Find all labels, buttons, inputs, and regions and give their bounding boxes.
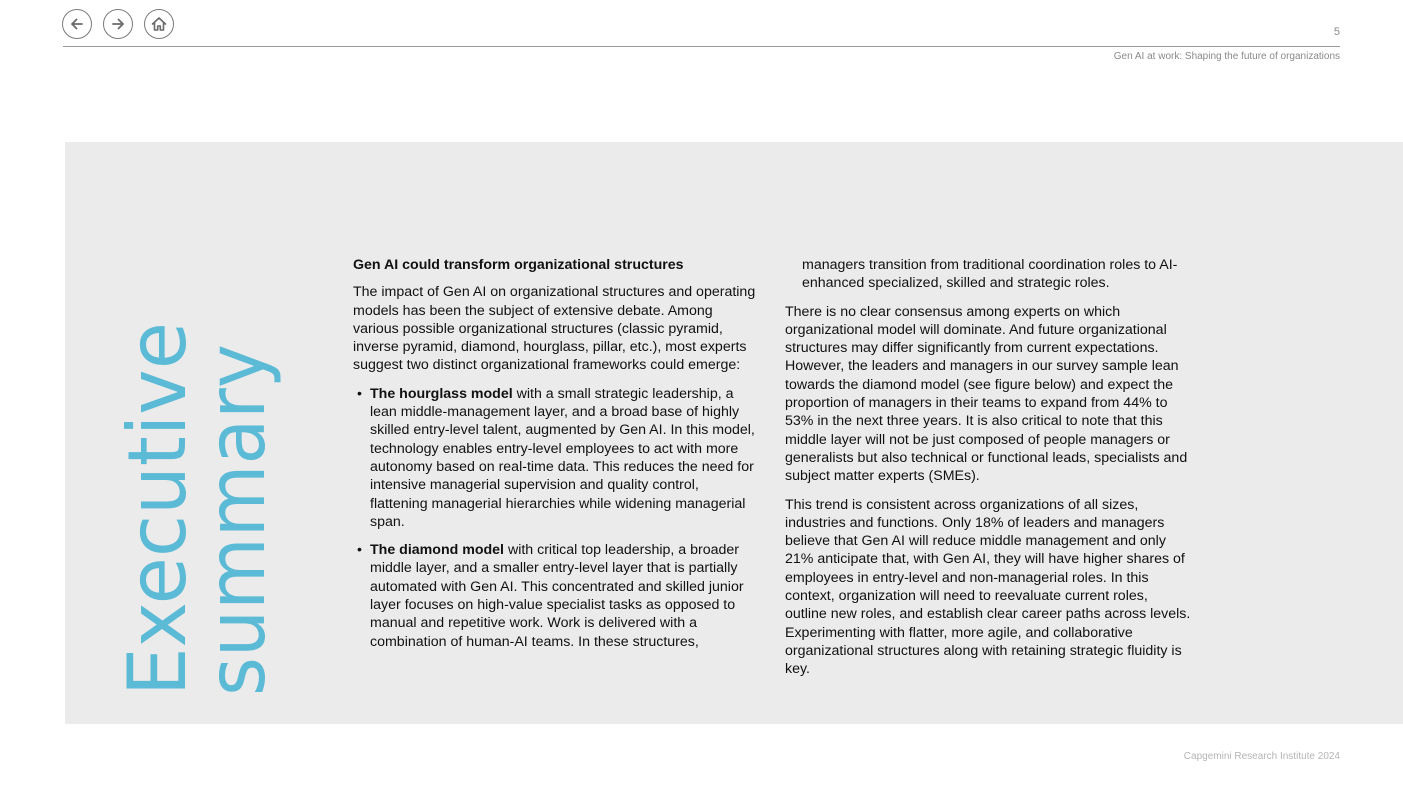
report-title: Gen AI at work: Shaping the future of organizations xyxy=(1113,51,1340,62)
bullet-text: with a small strategic leadership, a lean middle-management layer, and a broad base of highly skilled entry-level talent, augmented by Gen AI. In this model, technology enables entry-level employees to act with more autonomy based on real-time data. This reduces the need for intensive managerial supervision and quality control, flattening managerial hierarchies while widening managerial span. xyxy=(370,385,755,530)
section-heading: Gen AI could transform organizational structures xyxy=(353,257,684,273)
list-item-hourglass xyxy=(353,385,758,531)
list-item-diamond xyxy=(353,541,758,651)
home-icon xyxy=(150,15,168,33)
home-button[interactable] xyxy=(144,9,174,39)
bullet-continuation: managers transition from traditional coordination roles to AI-enhanced specialized, skilled and strategic roles. xyxy=(802,257,1178,292)
back-button[interactable] xyxy=(62,9,92,39)
intro-paragraph: The impact of Gen AI on organizational structures and operating models has been the subject of extensive debate. Among various possible organizational structures (classic pyramid, inverse pyramid, diamond, hourglass, pillar, etc.), most experts suggest two distinct organizational frameworks could emerge: xyxy=(353,284,756,374)
page-navigation xyxy=(62,9,174,39)
forward-button[interactable] xyxy=(103,9,133,39)
bullet-text: with critical top leadership, a broader middle layer, and a smaller entry-level layer that is partially automated with Gen AI. This concentrated and skilled junior layer focuses on high-value specialist tasks as opposed to manual and repetitive work. Work is delivered with a combination of human-AI teams. In these structures, xyxy=(370,542,744,650)
text-column-right xyxy=(785,256,1193,689)
section-title-line2: summary xyxy=(190,318,283,696)
consensus-paragraph: There is no clear consensus among experts on which organizational model will dominate. And future organizational structures may differ significantly from current expectations. However, the leaders and managers in our survey sample lean towards the diamond model (see figure below) and expect the proportion of managers in their teams to expand from 44% to 53% in the next three years. It is also critical to note that this middle layer will not be just composed of people managers or generalists but also technical or functional leads, specialists and subject matter experts (SMEs). xyxy=(785,303,1188,485)
arrow-right-icon xyxy=(109,15,127,33)
page-number: 5 xyxy=(1333,26,1340,38)
section-title-line1: Executive xyxy=(111,306,204,696)
trend-paragraph: This trend is consistent across organizations of all sizes, industries and functions. Only 18% of leaders and managers believe that Gen AI will reduce middle management and only 21% anticipate that, with Gen AI, they will have higher shares of employees in entry-level and non-managerial roles. In this context, organization will need to reevaluate current roles, outline new roles, and establish clear career paths across levels. Experimenting with flatter, more agile, and collaborative organizational structures along with retaining strategic fluidity is key. xyxy=(785,496,1191,678)
text-column-left xyxy=(353,256,758,661)
arrow-left-icon xyxy=(68,15,86,33)
header-divider xyxy=(63,46,1340,47)
bullet-term: The diamond model xyxy=(370,542,504,559)
section-title xyxy=(111,306,283,698)
bullet-term: The hourglass model xyxy=(370,385,513,402)
model-list xyxy=(353,385,758,651)
footer-credit: Capgemini Research Institute 2024 xyxy=(1183,751,1340,762)
